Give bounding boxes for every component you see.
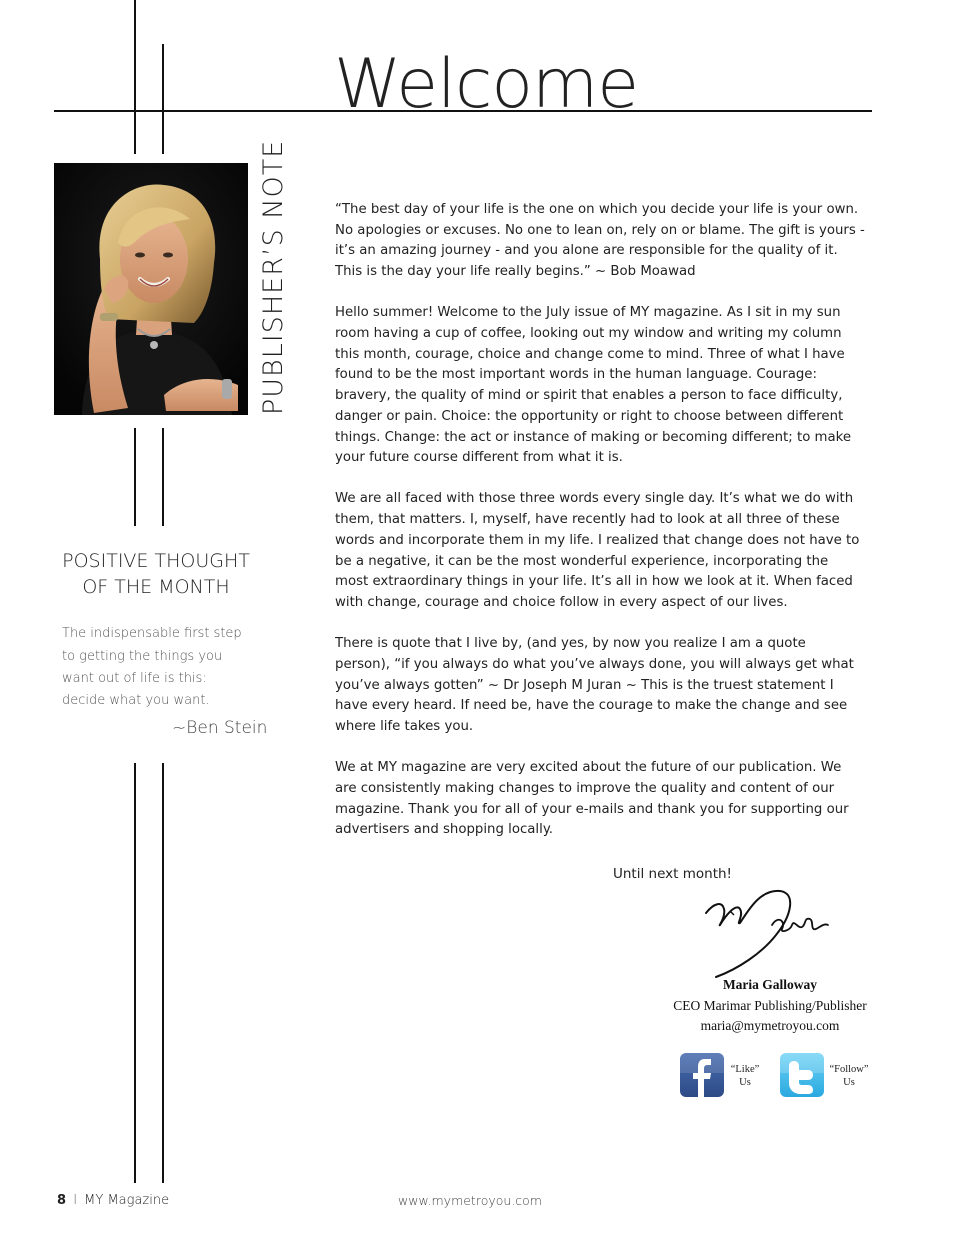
quote-line: want out of life is this: [62, 671, 207, 686]
signature-title: CEO Marimar Publishing/Publisher [673, 997, 867, 1013]
magazine-name: MY Magazine [84, 1193, 170, 1208]
article-paragraph: We are all faced with those three words every single day. It’s what we do with them, that matters. I, myself, have recently had to look at all three of these words and incorporate them in my life. I realized that change does not have to be a negative, it can be the most wonderful experience, incorporating the most extraordinary things in your life. It’s all in how we look at it. When faced with change, courage and choice follow in every aspect of our lives. [335, 491, 860, 610]
page-number: 8 [57, 1193, 67, 1208]
facebook-label-line: Us [739, 1077, 751, 1088]
handwritten-signature [700, 885, 840, 980]
signature-name: Maria Galloway [722, 977, 818, 992]
quote-line: The indispensable first step [62, 626, 242, 641]
facebook-label-line: “Like” [730, 1064, 760, 1075]
signature-block [650, 975, 890, 1037]
decorative-rule [162, 763, 164, 1183]
decorative-rule [134, 0, 136, 154]
closing-line: Until next month! [613, 866, 732, 882]
positive-thought-heading-line: OF THE MONTH [82, 576, 230, 598]
decorative-rule [162, 428, 164, 526]
footer-separator: I [73, 1193, 78, 1208]
decorative-rule [134, 428, 136, 526]
article-body [335, 200, 865, 861]
page-title: Welcome [334, 45, 639, 124]
article-paragraph: “The best day of your life is the one on which you decide your life is your own. No apologies or excuses. No one to lean on, rely on or blame. The gift is yours - it’s an amazing journey - and you alone are responsible for the quality of it. This is the day your life really begins.” ~ Bob Moawad [335, 202, 865, 280]
decorative-rule [134, 763, 136, 1183]
article-paragraph: There is quote that I live by, (and yes, by now you realize I am a quote person), “if you always do what you’ve always done, you will always get what you’ve always gotten” ~ Dr Joseph M Juran ~ This is the truest statement I have every heard. If need be, have the courage to make the change and see where life takes you. [335, 636, 854, 734]
twitter-label [824, 1063, 874, 1089]
positive-thought-heading-line: POSITIVE THOUGHT [62, 550, 250, 572]
article-paragraph: Hello summer! Welcome to the July issue of MY magazine. As I sit in my sun room having a cup of coffee, looking out my window and writing my column this month, courage, choice and change come to mind. Three of what I have found to be the most important words in the human language. Courage: bravery, the quality of mind or spirit that enables a person to face difficulty, danger or pain. Choice: the opportunity or right to choose between different things. Change: the act or instance of making or becoming different; to make your future course different from what it is. [335, 305, 852, 466]
quote-author: ~Ben Stein [172, 718, 268, 738]
publisher-photo [54, 163, 248, 415]
quote-line: decide what you want. [62, 693, 210, 708]
article-paragraph: We at MY magazine are very excited about the future of our publication. We are consistently making changes to improve the quality and content of our magazine. Thank you for all of your e-mails and thank you for supporting our advertisers and shopping locally. [335, 760, 849, 838]
facebook-label [720, 1063, 770, 1089]
positive-thought-heading [56, 548, 256, 600]
quote-line: to getting the things you [62, 649, 223, 664]
facebook-icon[interactable] [680, 1053, 724, 1097]
footer-page-info [57, 1193, 169, 1208]
decorative-rule [162, 44, 164, 154]
signature-email[interactable]: maria@mymetroyou.com [700, 1018, 840, 1033]
twitter-icon[interactable] [780, 1053, 824, 1097]
section-label: PUBLISHER’S NOTE [258, 139, 289, 415]
footer-url[interactable]: www.mymetroyou.com [398, 1193, 542, 1208]
twitter-label-line: “Follow” [829, 1064, 869, 1075]
twitter-label-line: Us [843, 1077, 855, 1088]
